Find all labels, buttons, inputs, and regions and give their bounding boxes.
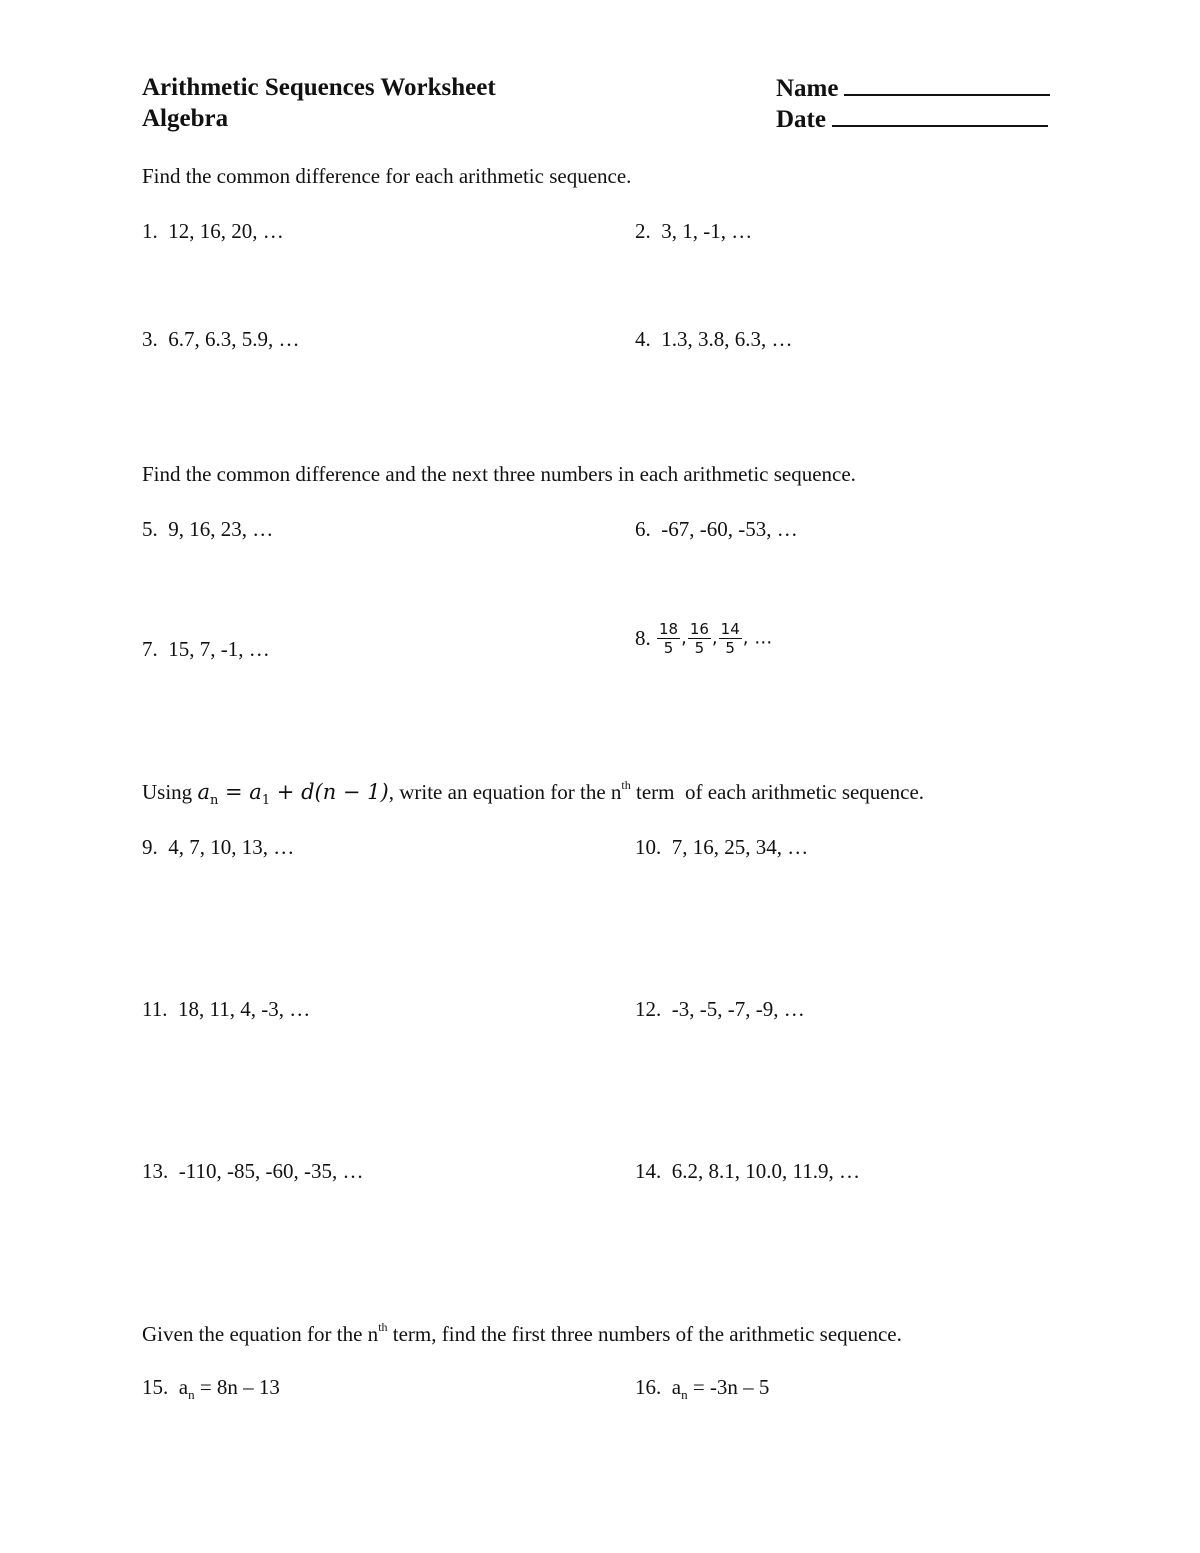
problem-15 (142, 1375, 280, 1403)
equation-a: a (178, 1375, 189, 1399)
numerator: 14 (720, 620, 740, 638)
problem-text: 1.3, 3.8, 6.3, … (661, 327, 793, 351)
problem-14 (635, 1159, 860, 1184)
denominator: 5 (694, 639, 705, 657)
problem-text: 6.2, 8.1, 10.0, 11.9, … (671, 1159, 860, 1183)
equation-sub-n: n (681, 1387, 688, 1402)
problem-number: 15. (142, 1375, 169, 1399)
instruction-prefix: Given the equation for the n (142, 1322, 379, 1346)
formula-a1: a (249, 780, 262, 804)
equation-sub-n: n (188, 1387, 195, 1402)
denominator: 5 (725, 639, 735, 657)
instruction-prefix: Using (142, 780, 193, 804)
problem-number: 9. (142, 835, 158, 859)
problem-5 (142, 517, 273, 542)
problem-12 (635, 997, 805, 1022)
problem-8 (635, 620, 772, 657)
problem-number: 11. (142, 997, 168, 1021)
worksheet-subtitle: Algebra (142, 105, 229, 132)
problem-text: 6.7, 6.3, 5.9, … (168, 327, 300, 351)
name-field (776, 74, 1050, 103)
formula-sub-n: n (209, 793, 219, 808)
problem-number: 12. (635, 997, 662, 1021)
problem-number: 1. (142, 219, 158, 243)
instruction-sup: th (621, 778, 631, 792)
comma: , (711, 627, 718, 649)
problem-text: 3, 1, -1, … (661, 219, 753, 243)
problem-text: 15, 7, -1, … (168, 637, 270, 661)
section-1-instruction: Find the common difference for each arithmetic sequence. (142, 164, 632, 188)
problem-number: 16. (635, 1375, 662, 1399)
problem-number: 8. (635, 626, 651, 650)
problem-text: 9, 16, 23, … (168, 517, 274, 541)
fraction-16-5 (688, 620, 711, 657)
problem-3 (142, 327, 300, 352)
equation-rhs: = -3n – 5 (687, 1375, 770, 1399)
problem-number: 10. (635, 835, 662, 859)
name-label: Name (776, 75, 839, 102)
instruction-mid: , write an equation for the n (388, 780, 622, 804)
nth-term-formula: $a_n = a_1 + d(n - 1)$ (197, 780, 389, 808)
problem-4 (635, 327, 793, 352)
problem-6 (635, 517, 798, 542)
instruction-suffix: term, find the first three numbers of the arithmetic sequence. (387, 1322, 902, 1346)
problem-10 (635, 835, 808, 860)
problem-1 (142, 219, 284, 244)
problem-text: -110, -85, -60, -35, … (178, 1159, 364, 1183)
fraction-18-5 (657, 620, 680, 657)
problem-number: 7. (142, 637, 158, 661)
problem-text: 12, 16, 20, … (168, 219, 284, 243)
numerator: 16 (689, 620, 709, 638)
problem-number: 3. (142, 327, 158, 351)
name-blank-line (844, 74, 1050, 96)
formula-rest: + d(n − 1) (276, 780, 389, 804)
problem-text: 4, 7, 10, 13, … (168, 835, 295, 859)
section-3-instruction (142, 778, 924, 808)
problem-text: 7, 16, 25, 34, … (671, 835, 809, 859)
equation-a: a (671, 1375, 682, 1399)
section-4-instruction (142, 1320, 902, 1347)
date-field (776, 105, 1048, 134)
problem-number: 13. (142, 1159, 169, 1183)
problem-16 (635, 1375, 769, 1403)
problem-text: -67, -60, -53, … (661, 517, 798, 541)
problem-13 (142, 1159, 363, 1184)
date-blank-line (832, 105, 1048, 127)
fraction-tail: , … (742, 627, 773, 649)
problem-number: 14. (635, 1159, 662, 1183)
date-label: Date (776, 106, 826, 133)
instruction-sup: th (378, 1320, 388, 1334)
instruction-suffix: term of each arithmetic sequence. (630, 780, 925, 804)
problem-number: 2. (635, 219, 651, 243)
equation-rhs: = 8n – 13 (194, 1375, 280, 1399)
problem-text: -3, -5, -7, -9, … (671, 997, 805, 1021)
section-2-instruction: Find the common difference and the next three numbers in each arithmetic sequence. (142, 462, 856, 486)
problem-text: 18, 11, 4, -3, … (177, 997, 311, 1021)
problem-number: 6. (635, 517, 651, 541)
worksheet-title: Arithmetic Sequences Worksheet (142, 74, 496, 101)
numerator: 18 (659, 620, 679, 638)
problem-11 (142, 997, 310, 1022)
problem-2 (635, 219, 752, 244)
denominator: 5 (663, 639, 674, 657)
problem-9 (142, 835, 294, 860)
comma: , (681, 627, 687, 649)
problem-number: 4. (635, 327, 651, 351)
formula-a: a (197, 780, 210, 804)
problem-number: 5. (142, 517, 158, 541)
problem-7 (142, 637, 270, 662)
fraction-14-5 (719, 620, 742, 657)
formula-sub-1: 1 (261, 793, 271, 808)
